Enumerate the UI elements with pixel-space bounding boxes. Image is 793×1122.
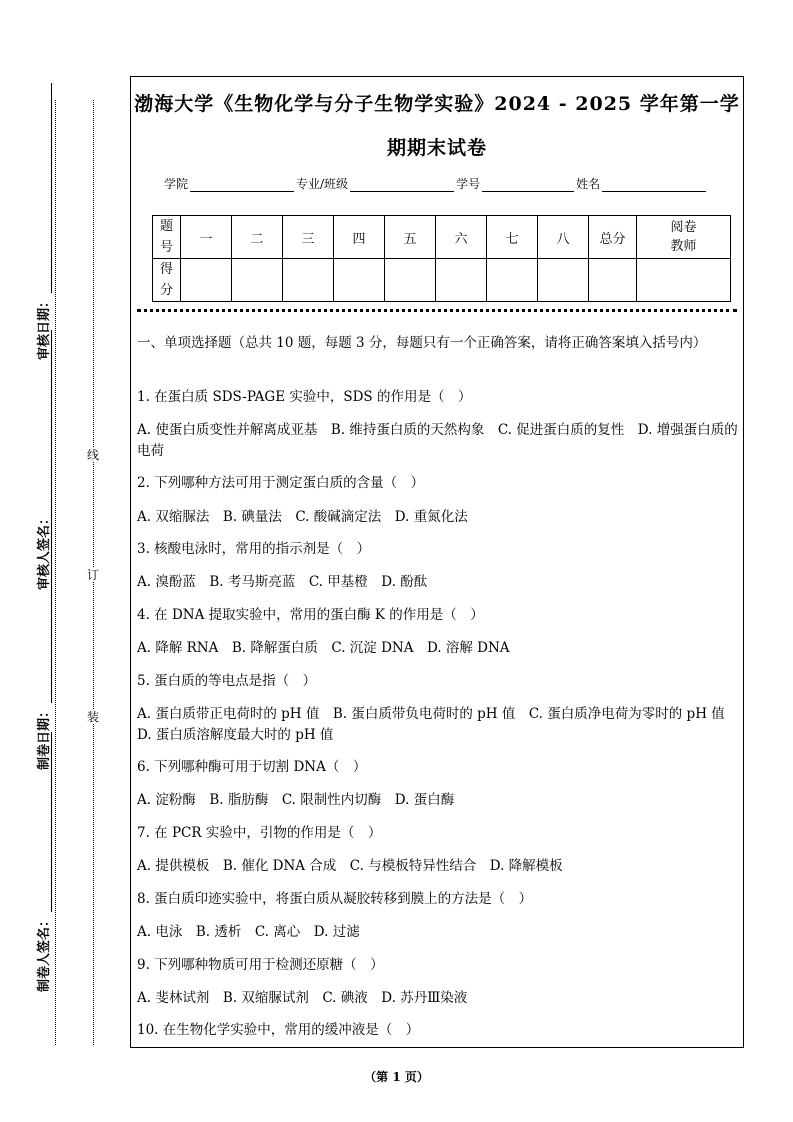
options-9: A. 斐林试剂 B. 双缩脲试剂 C. 碘液 D. 苏丹Ⅲ染液 [137,990,468,1006]
question-7: 7. 在 PCR 实验中，引物的作用是（ ） [137,825,382,841]
question-6: 6. 下列哪种酶可用于切割 DNA（ ） [137,759,367,775]
score-col-5: 五 [385,216,436,259]
field-id-blank[interactable] [482,178,574,192]
field-name-label: 姓名 [576,177,601,191]
options-8: A. 电泳 B. 透析 C. 离心 D. 过滤 [137,924,360,940]
section1-heading: 一、单项选择题（总共 10 题，每题 3 分，每题只有一个正确答案，请将正确答案填入括号内） [137,335,707,351]
exam-title-line1: 渤海大学《生物化学与分子生物学实验》2024 - 2025 学年第一学 [134,93,740,115]
score-table [152,215,731,302]
score-col-7: 七 [487,216,538,259]
score-cell[interactable] [385,259,436,302]
score-col-reviewer: 阅卷 教师 [637,216,731,259]
score-cell[interactable] [181,259,232,302]
question-4: 4. 在 DNA 提取实验中，常用的蛋白酶 K 的作用是（ ） [137,607,484,623]
question-9: 9. 下列哪种物质可用于检测还原糖（ ） [137,957,384,973]
score-cell[interactable] [334,259,385,302]
question-3: 3. 核酸电泳时，常用的指示剂是（ ） [137,541,371,557]
options-4: A. 降解 RNA B. 降解蛋白质 C. 沉淀 DNA D. 溶解 DNA [137,640,510,656]
field-name-blank[interactable] [602,178,706,192]
dotted-separator [137,309,737,312]
options-1: A. 使蛋白质变性并解离成亚基 B. 维持蛋白质的天然构象 C. 促进蛋白质的复性 D. 增强蛋白质的电荷 [137,422,738,459]
student-info-row [164,175,708,192]
score-col-4: 四 [334,216,385,259]
score-col-6: 六 [436,216,487,259]
score-cell[interactable] [538,259,589,302]
options-5: A. 蛋白质带正电荷时的 pH 值 B. 蛋白质带负电荷时的 pH 值 C. 蛋白质净电荷为零时的 pH 值 D. 蛋白质溶解度最大时的 pH 值 [137,706,739,743]
question-2: 2. 下列哪种方法可用于测定蛋白质的含量（ ） [137,475,425,491]
binding-dotted-line-left [55,100,56,1045]
field-college-label: 学院 [164,177,189,191]
question-1: 1. 在蛋白质 SDS-PAGE 实验中，SDS 的作用是（ ） [137,389,472,405]
score-header-label: 题 号 [153,216,181,259]
options-2: A. 双缩脲法 B. 碘量法 C. 酸碱滴定法 D. 重氮化法 [137,509,468,525]
score-cell[interactable] [232,259,283,302]
field-id-label: 学号 [456,177,481,191]
field-major-blank[interactable] [350,178,454,192]
binding-char-bind: 装 [87,710,100,724]
score-cell[interactable] [487,259,538,302]
question-8: 8. 蛋白质印迹实验中，将蛋白质从凝胶转移到膜上的方法是（ ） [137,891,533,907]
score-cell[interactable] [283,259,334,302]
score-col-3: 三 [283,216,334,259]
question-10: 10. 在生物化学实验中，常用的缓冲液是（ ） [137,1022,420,1038]
score-col-total: 总分 [589,216,637,259]
page-number: （第 1 页） [364,1070,429,1084]
binding-char-staple: 订 [87,568,100,582]
score-cell[interactable] [637,259,731,302]
score-cell[interactable] [436,259,487,302]
exam-paper-frame [130,76,744,1048]
options-7: A. 提供模板 B. 催化 DNA 合成 C. 与模板特异性结合 D. 降解模板 [137,858,563,874]
score-row-label: 得 分 [153,259,181,302]
field-major-label: 专业/班级 [296,177,349,191]
field-college-blank[interactable] [190,178,294,192]
score-col-2: 二 [232,216,283,259]
score-col-1: 一 [181,216,232,259]
exam-title-line2: 期期末试卷 [386,137,487,159]
question-5: 5. 蛋白质的等电点是指（ ） [137,673,317,689]
options-6: A. 淀粉酶 B. 脂肪酶 C. 限制性内切酶 D. 蛋白酶 [137,792,455,808]
binding-char-line: 线 [87,448,100,462]
score-cell[interactable] [589,259,637,302]
options-3: A. 溴酚蓝 B. 考马斯亮蓝 C. 甲基橙 D. 酚酞 [137,574,428,590]
score-col-8: 八 [538,216,589,259]
